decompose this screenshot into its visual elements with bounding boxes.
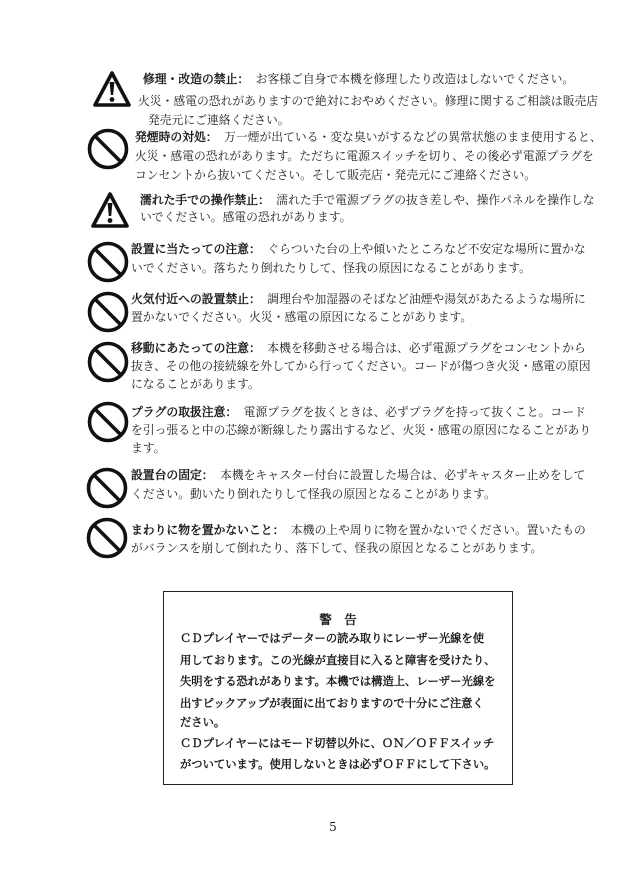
caution-text: 本機をキャスター付台に設置した場合は、必ずキャスター止めをして <box>220 468 586 482</box>
warning-box-line: ＣＤプレイヤーにはモード切替以外に、ＯＮ／ＯＦＦスイッチ <box>180 737 495 750</box>
prohibited-icon <box>87 291 129 333</box>
prohibited-icon <box>87 341 129 383</box>
caution-text: 電源プラグを抜くときは、必ずプラグを持って抜くこと。コード <box>243 405 586 419</box>
caution-text-line: 火災・感電の恐れがあります。ただちに電源スイッチを切り、その後必ず電源プラグを <box>135 149 594 163</box>
warning-box-line: 用しております。この光線が直接目に入ると障害を受けたり、 <box>180 654 496 667</box>
caution-first-line <box>131 521 586 539</box>
caution-text: 本機の上や周りに物を置かないでください。置いたもの <box>290 523 586 537</box>
prohibited-icon <box>87 401 129 443</box>
caution-label: まわりに物を置かないこと： <box>131 523 285 537</box>
caution-label: 火気付近への設置禁止： <box>131 292 261 306</box>
caution-text: お客様ご自身で本機を修理したり改造はしないでください。 <box>255 72 575 86</box>
prohibited-icon <box>87 241 129 283</box>
caution-text: ぐらついた台の上や傾いたところなど不安定な場所に置かな <box>267 242 586 256</box>
warning-box-line: 失明をする恐れがあります。本機では構造上、レーザー光線を <box>180 675 496 688</box>
warning-box-line: 出すピックアップが表面に出ておりますので十分にご注意く <box>180 697 484 710</box>
caution-text-line: 火災・感電の恐れがありますので絶対におやめください。修理に関するご相談は販売店 <box>138 94 599 108</box>
caution-label: 発煙時の対処： <box>135 130 218 144</box>
caution-text-line: ください。動いたり倒れたりして怪我の原因となることがあります。 <box>131 487 496 501</box>
caution-text-line: いでください。落ちたり倒れたりして、怪我の原因になることがあります。 <box>131 261 531 275</box>
caution-text-line: いでください。感電の恐れがあります。 <box>140 210 352 224</box>
caution-text-line: がバランスを崩して倒れたり、落下して、怪我の原因となることがあります。 <box>131 541 543 555</box>
laser-warning-box <box>163 591 513 785</box>
caution-first-line <box>131 466 585 484</box>
prohibited-icon <box>87 128 129 170</box>
warning-box-line: がついています。使用しないときは必ずＯＦＦにして下さい。 <box>180 758 496 771</box>
caution-first-line <box>131 339 586 357</box>
caution-text-line: 抜き、その他の接続線を外してから行ってください。コードが傷つき火災・感電の原因 <box>131 359 591 373</box>
prohibited-icon <box>86 517 128 559</box>
caution-label: 設置に当たっての注意： <box>131 242 261 256</box>
caution-text: 調理台や加湿器のそばなど油煙や湯気があたるような場所に <box>267 292 586 306</box>
caution-first-line <box>135 128 602 146</box>
caution-label: 修理・改造の禁止： <box>143 72 250 86</box>
caution-label: 濡れた手での操作禁止： <box>140 193 270 207</box>
warning-box-line: ださい。 <box>180 716 226 729</box>
caution-first-line <box>131 290 586 308</box>
caution-text-line: になることがあります。 <box>131 377 260 391</box>
caution-text-line: を引っ張ると中の芯線が断線したり露出するなど、火災・感電の原因になることがあり <box>131 423 592 437</box>
caution-label: 設置台の固定： <box>131 468 214 482</box>
caution-label: プラグの取扱注意： <box>131 405 238 419</box>
caution-text-line: 置かないでください。火災・感電の原因になることがあります。 <box>131 310 473 324</box>
caution-text: 万一煙が出ている・変な臭いがするなどの異常状態のまま使用すると、 <box>224 130 602 144</box>
caution-text: 本機を移動させる場合は、必ず電源プラグをコンセントから <box>267 341 586 355</box>
warning-triangle-icon <box>92 70 132 108</box>
caution-first-line <box>143 70 574 88</box>
caution-text-line: コンセントから抜いてください。そして販売店・発売元にご連絡ください。 <box>135 168 537 182</box>
caution-first-line <box>140 191 595 209</box>
page-number: 5 <box>329 820 337 834</box>
caution-text-line: 発売元にご連絡ください。 <box>148 113 290 127</box>
caution-first-line <box>131 403 586 421</box>
warning-box-line: ＣＤプレイヤーではデーターの読み取りにレーザー光線を使 <box>180 632 485 645</box>
prohibited-icon <box>86 467 128 509</box>
warning-box-title: 警 告 <box>319 612 357 627</box>
caution-first-line <box>131 240 586 258</box>
caution-label: 移動にあたっての注意： <box>131 341 261 355</box>
caution-text: 濡れた手で電源プラグの抜き差しや、操作パネルを操作しな <box>276 193 595 207</box>
caution-text-line: ます。 <box>131 441 166 455</box>
warning-triangle-icon <box>90 191 130 229</box>
